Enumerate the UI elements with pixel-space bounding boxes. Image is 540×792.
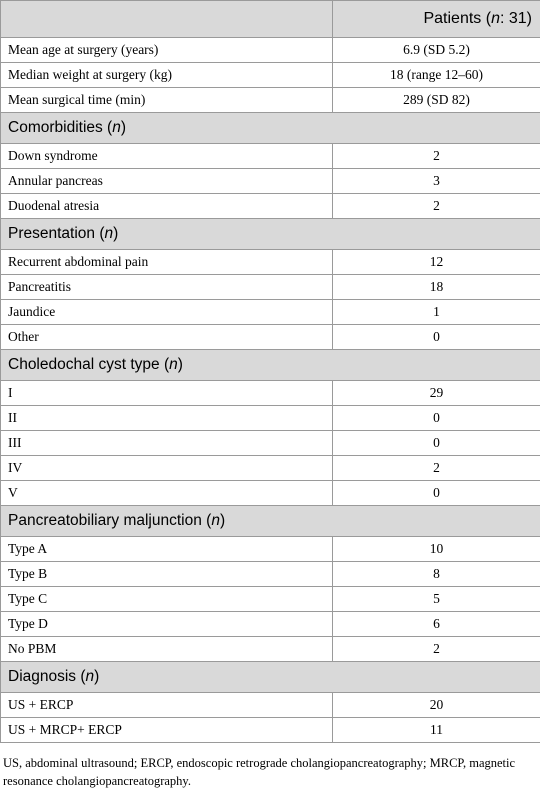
row-label: I xyxy=(1,381,333,406)
row-value: 2 xyxy=(333,144,540,169)
row-label: US + ERCP xyxy=(1,693,333,718)
row-value: 0 xyxy=(333,431,540,456)
section-header-row xyxy=(1,219,540,250)
row-value: 18 (range 12–60) xyxy=(333,63,540,88)
table-row xyxy=(1,587,540,612)
row-label: Jaundice xyxy=(1,300,333,325)
table-body xyxy=(1,1,540,743)
section-n-symbol: n xyxy=(104,225,114,242)
table-row xyxy=(1,169,540,194)
row-label: Duodenal atresia xyxy=(1,194,333,219)
row-value: 3 xyxy=(333,169,540,194)
table-row xyxy=(1,250,540,275)
row-value: 20 xyxy=(333,693,540,718)
table-row xyxy=(1,612,540,637)
section-n-symbol: n xyxy=(85,668,95,685)
section-title-text: Diagnosis ( xyxy=(8,668,86,685)
row-label: Mean surgical time (min) xyxy=(1,88,333,113)
section-header-row xyxy=(1,506,540,537)
table-header-row xyxy=(1,1,540,38)
row-value: 10 xyxy=(333,537,540,562)
row-label: IV xyxy=(1,456,333,481)
table-row xyxy=(1,637,540,662)
row-value: 12 xyxy=(333,250,540,275)
table-row xyxy=(1,381,540,406)
section-title-text: Choledochal cyst type ( xyxy=(8,356,170,373)
row-value: 6.9 (SD 5.2) xyxy=(333,38,540,63)
section-header-row xyxy=(1,662,540,693)
section-title-close: ) xyxy=(219,512,226,529)
table-row xyxy=(1,481,540,506)
row-value: 2 xyxy=(333,194,540,219)
row-label: Mean age at surgery (years) xyxy=(1,38,333,63)
row-label: Median weight at surgery (kg) xyxy=(1,63,333,88)
summary-row xyxy=(1,38,540,63)
section-title xyxy=(1,219,540,250)
section-n-symbol: n xyxy=(211,512,220,529)
section-title-text: Comorbidities ( xyxy=(8,119,113,136)
row-label: Type B xyxy=(1,562,333,587)
row-label: Type A xyxy=(1,537,333,562)
row-label: Annular pancreas xyxy=(1,169,333,194)
row-label: Type D xyxy=(1,612,333,637)
summary-row xyxy=(1,88,540,113)
section-title xyxy=(1,662,540,693)
row-label: II xyxy=(1,406,333,431)
table-row xyxy=(1,431,540,456)
row-value: 11 xyxy=(333,718,540,743)
row-value: 2 xyxy=(333,456,540,481)
section-title xyxy=(1,113,540,144)
row-value: 6 xyxy=(333,612,540,637)
row-value: 18 xyxy=(333,275,540,300)
table-row xyxy=(1,406,540,431)
header-n-symbol: n xyxy=(491,10,500,27)
table-row xyxy=(1,325,540,350)
table-footnote: US, abdominal ultrasound; ERCP, endoscopic retrograde cholangiopancreatography; MRCP, magnetic resonance cholangiopancreatography. xyxy=(3,756,516,788)
section-title xyxy=(1,350,540,381)
table-row xyxy=(1,144,540,169)
summary-row xyxy=(1,63,540,88)
row-value: 5 xyxy=(333,587,540,612)
section-title-close: ) xyxy=(120,119,127,136)
section-title-close: ) xyxy=(94,668,100,685)
row-label: Type C xyxy=(1,587,333,612)
row-value: 0 xyxy=(333,325,540,350)
row-value: 8 xyxy=(333,562,540,587)
table-row xyxy=(1,562,540,587)
table-row xyxy=(1,275,540,300)
table-row xyxy=(1,718,540,743)
header-patients-count: : 31) xyxy=(499,10,532,27)
section-title xyxy=(1,506,540,537)
section-title-text: Presentation ( xyxy=(8,225,105,242)
row-label: Down syndrome xyxy=(1,144,333,169)
row-label: III xyxy=(1,431,333,456)
section-title-close: ) xyxy=(177,356,183,373)
row-value: 0 xyxy=(333,406,540,431)
header-patients-cell xyxy=(333,1,540,38)
row-value: 29 xyxy=(333,381,540,406)
section-title-close: ) xyxy=(113,225,119,242)
table-row xyxy=(1,194,540,219)
row-value: 2 xyxy=(333,637,540,662)
table-row xyxy=(1,537,540,562)
row-label: V xyxy=(1,481,333,506)
header-label-cell xyxy=(1,1,333,38)
header-patients-prefix: Patients ( xyxy=(423,10,492,27)
section-header-row xyxy=(1,350,540,381)
row-value: 0 xyxy=(333,481,540,506)
row-value: 289 (SD 82) xyxy=(333,88,540,113)
section-header-row xyxy=(1,113,540,144)
section-n-symbol: n xyxy=(169,356,178,373)
table-row xyxy=(1,456,540,481)
section-title-text: Pancreatobiliary maljunction ( xyxy=(8,512,212,529)
row-label: Other xyxy=(1,325,333,350)
row-label: Recurrent abdominal pain xyxy=(1,250,333,275)
section-n-symbol: n xyxy=(112,119,121,136)
row-label: US + MRCP+ ERCP xyxy=(1,718,333,743)
table-row xyxy=(1,693,540,718)
table-row xyxy=(1,300,540,325)
row-value: 1 xyxy=(333,300,540,325)
row-label: No PBM xyxy=(1,637,333,662)
row-label: Pancreatitis xyxy=(1,275,333,300)
